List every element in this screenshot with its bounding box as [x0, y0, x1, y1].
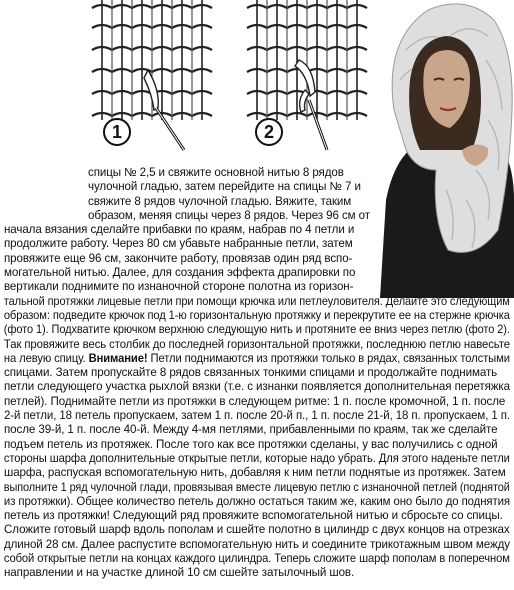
text-line: собой открытые петли на концах каждого цилиндра. Теперь сложите шарф пополам в поперечном: [3, 552, 510, 566]
text-line: стороны шарфа дополнительные открытые петли, которые надо убрать. Для этого наденьте петли: [3, 451, 510, 465]
text-line: направлении и на участке длиной 10 см сшейте затылочный шов.: [4, 566, 355, 580]
text-segment: Петли поднимаются из протяжки только в рядах, связанных толстыми: [147, 351, 510, 365]
text-line: Так провяжите весь столбик до последней горизонтальной протяжки, последнюю петлю навесьте: [3, 337, 510, 351]
text-line: образом, меняя спицы через 8 рядов. Через 96 см от: [88, 208, 370, 222]
text-line: длиной 28 см. Далее распустите вспомогательную нить и соедините трикотажным швом между: [3, 537, 510, 551]
text-line: образом: подведите крючок под 1-ю горизонтальную протяжку и перекрутите ее на стержне крючка: [3, 308, 510, 322]
text-line: петель из протяжки! Следующий ряд провяжите вспомогательной нитью и сбросьте со спицы.: [4, 509, 503, 523]
attention-emphasis: Внимание!: [88, 351, 148, 365]
text-line: Сложите готовый шарф вдоль пополам и сшейте полотно в цилиндр с двух концов на отрезках: [4, 523, 510, 537]
text-line: после 39-й, 1 п. после 40-й. Между 4-мя петлями, прибавленными по краям, так же сделайте: [4, 423, 498, 437]
text-line: спицы № 2,5 и свяжите основной нитью 8 рядов: [88, 166, 344, 179]
figure-number-badge-2: 2: [255, 118, 283, 146]
text-line: свяжите 8 рядов чулочной гладью. Вяжите, таким: [88, 194, 352, 208]
text-line: подъем петель из протяжек. После того как все протяжки сделаны, у вас получились с одной: [4, 437, 498, 451]
text-line: 2-й петли, 18 петель пропускаем, затем 1 п. после 20-й п., 1 п. после 21-й, 18 п. пропускаем, 1 п.: [3, 409, 510, 423]
text-line: петли следующего участка рыхлой вязки (т.е. с изнанки появляется дополнительная перетяжка: [3, 380, 511, 394]
text-line: могательной нитью. Далее, для создания эффекта драпировки по: [4, 266, 356, 280]
figure-number-badge-1: 1: [103, 118, 131, 146]
text-line: тальной протяжки лицевые петли при помощи крючка или петлеуловителя. Делайте это следующим: [3, 294, 510, 308]
text-line: продолжите работу. Через 80 см убавьте набранные петли, затем: [4, 237, 353, 251]
text-line: (фото 1). Подхватите крючком верхнюю следующую нить и протяните ее вниз через петлю (фото 2).: [3, 323, 510, 337]
article-text: [0, 166, 514, 581]
text-line: выполните 1 ряд чулочной глади, провязывая вместе лицевую петлю с изнаночной петлей (поднятой: [3, 480, 510, 494]
text-segment: на левую спицу.: [3, 351, 89, 365]
text-line: из протяжки). Общее количество петель должно остаться таким же, каким оно было до поднятия: [3, 494, 510, 508]
text-line: шарфа, распуская вспомогательную нить, добавляя к ним петли поднятые из протяжек. Затем: [4, 466, 506, 480]
text-line: [0, 351, 510, 366]
text-line: вертикали поднимите по изнаночной стороне полотна из горизон-: [4, 280, 354, 294]
text-line: спицами. Затем пропускайте 8 рядов связанных тонкими спицами и продолжайте поднимать: [4, 366, 498, 380]
text-line: чулочной гладью, затем перейдите на спицы № 7 и: [88, 180, 361, 194]
text-line: начала вязания сделайте прибавки по краям, набрав по 4 петли и: [4, 223, 355, 237]
text-line: петлей). Поднимайте петли из протяжки в следующем ритме: 1 п. после кромочной, 1 п. после: [4, 394, 506, 408]
text-line: провяжите еще 96 см, закончите работу, провязав один ряд вспо-: [4, 251, 353, 265]
